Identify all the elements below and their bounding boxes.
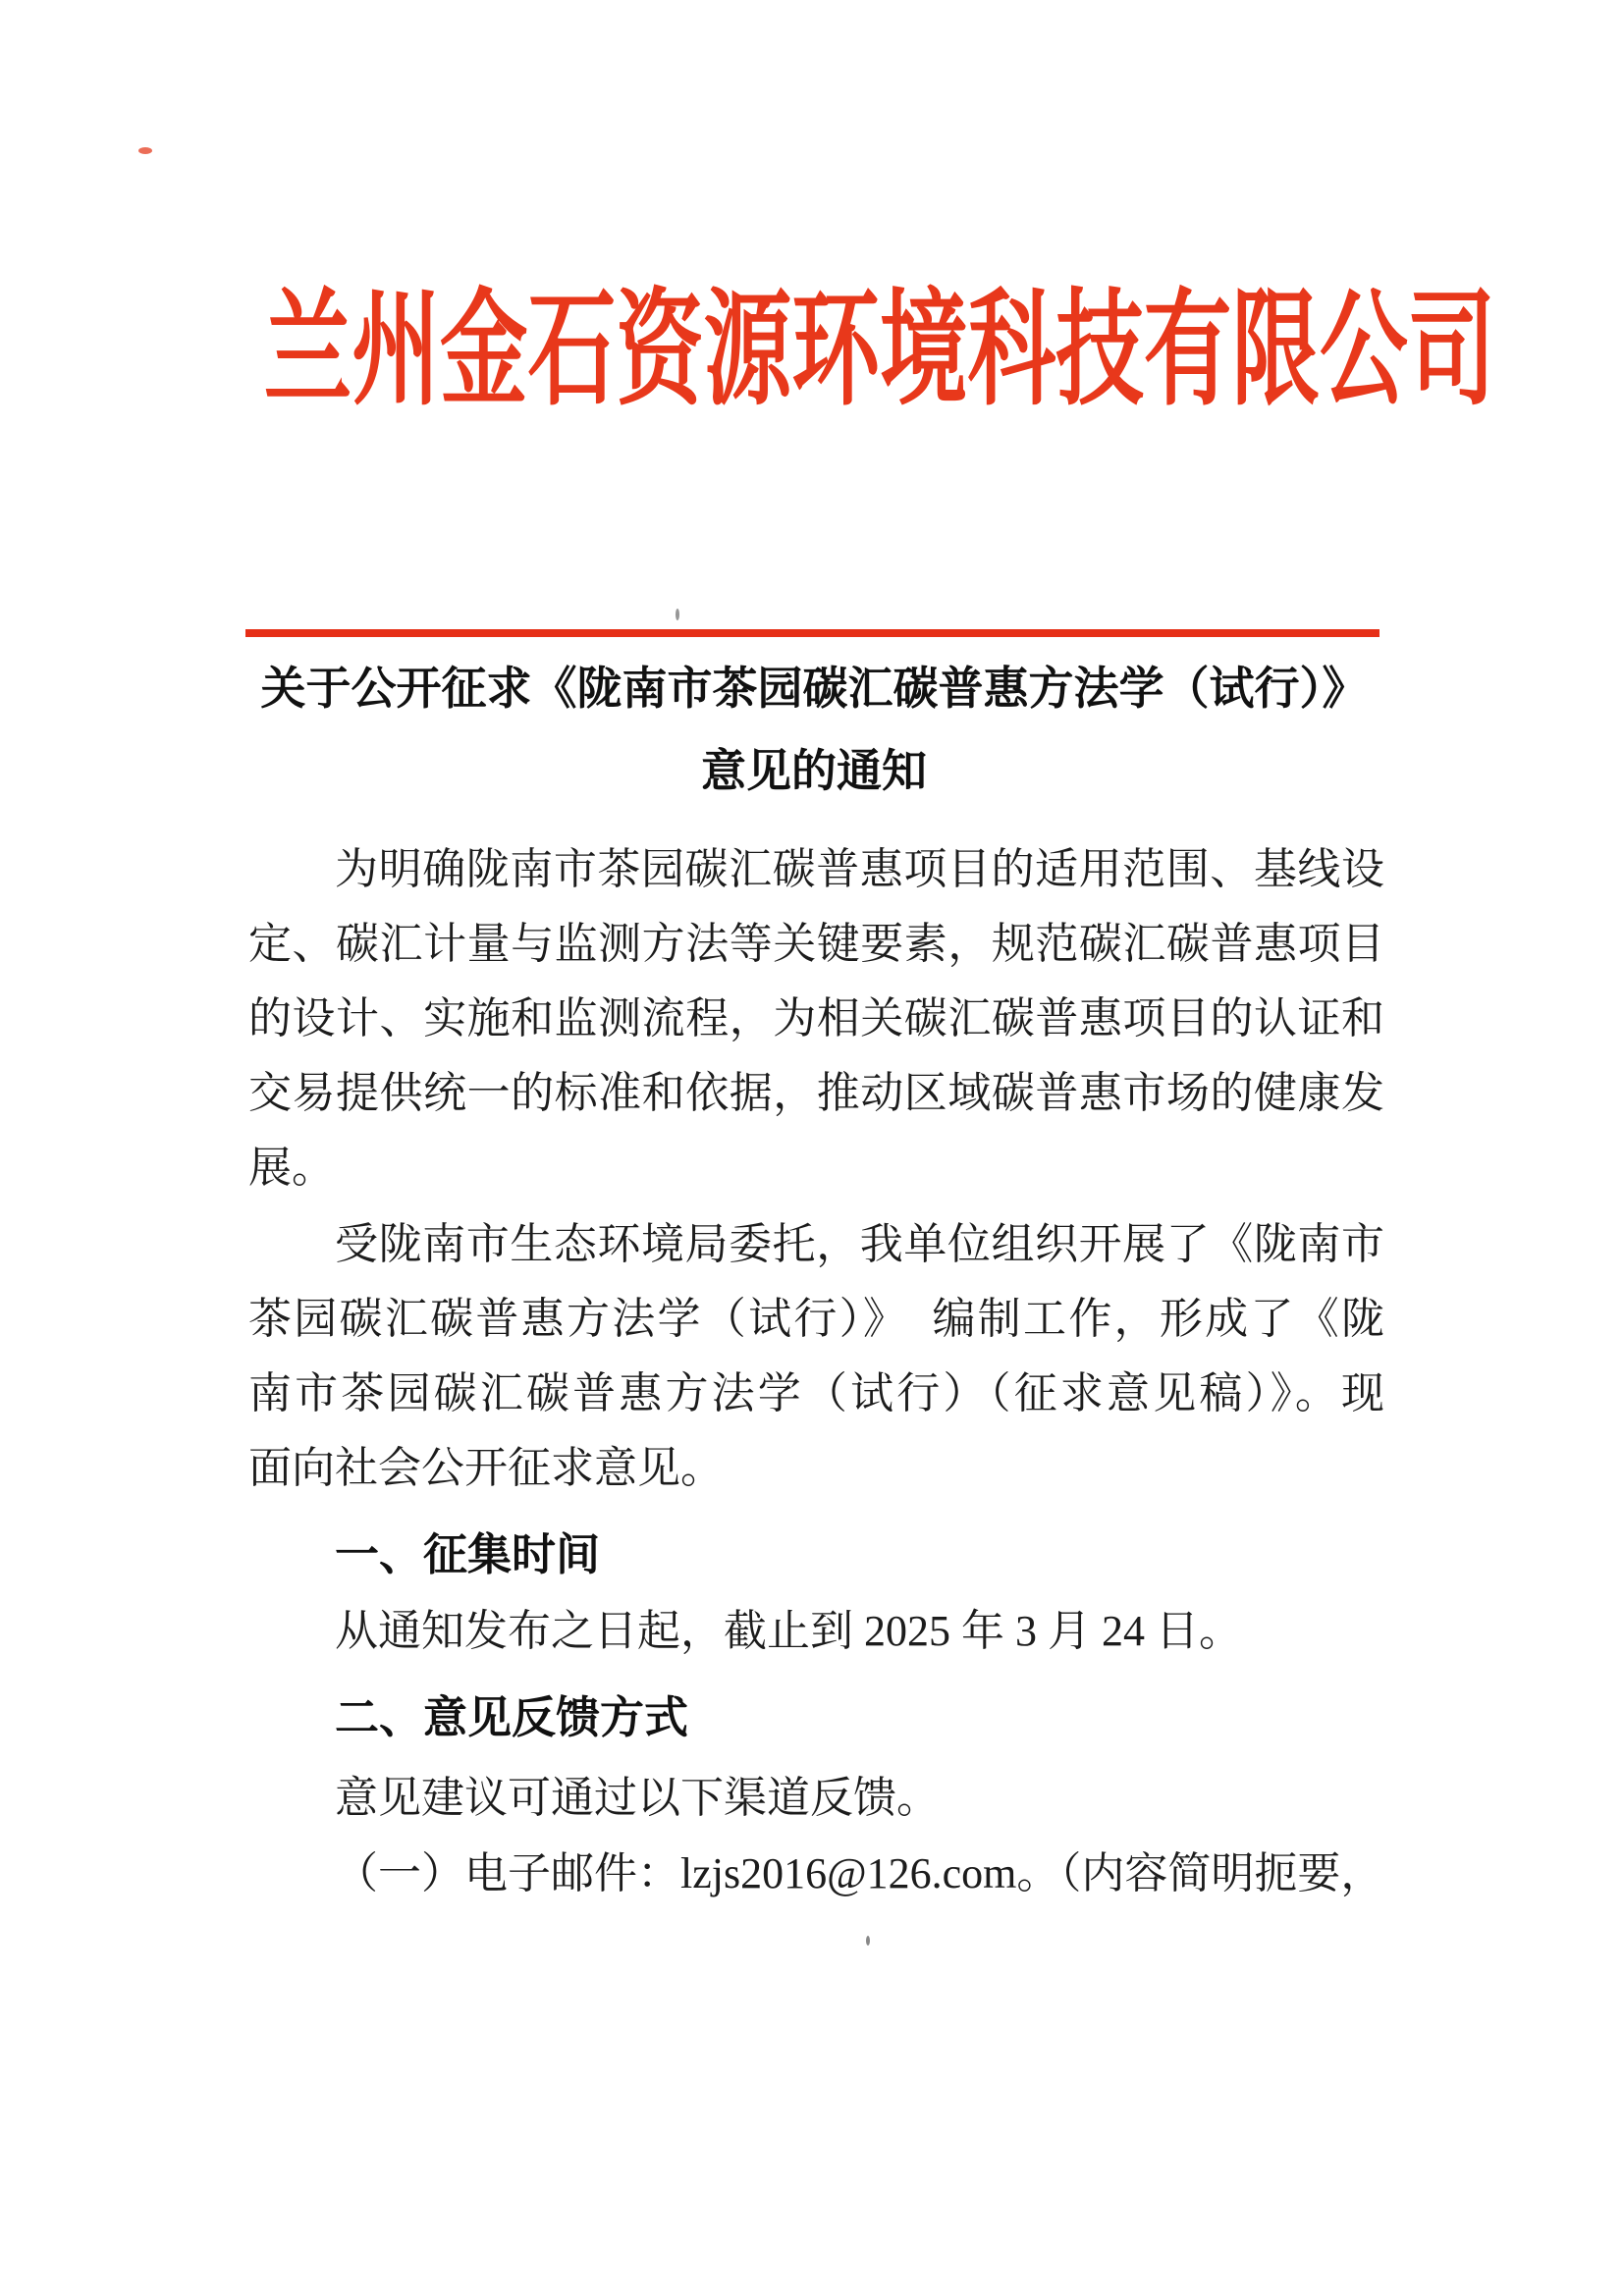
document-title-line2: 意见的通知 (701, 746, 927, 796)
body-line: 的设计、实施和监测流程，为相关碳汇碳普惠项目的认证和 (248, 994, 1384, 1042)
body-line: 定、碳汇计量与监测方法等关键要素，规范碳汇碳普惠项目 (248, 920, 1384, 968)
scan-artifact (866, 1936, 870, 1946)
body-line: 为明确陇南市茶园碳汇碳普惠项目的适用范围、基线设 (335, 845, 1384, 893)
body-line: 展。 (248, 1144, 335, 1192)
body-line-email: （一）电子邮件：lzjs2016@126.com。（内容简明扼要， (335, 1849, 1384, 1897)
body-line: 从通知发布之日起，截止到 2025 年 3 月 24 日。 (335, 1607, 1242, 1655)
scan-artifact (676, 609, 679, 620)
document-title-line1: 关于公开征求《陇南市茶园碳汇碳普惠方法学（试行）》 (260, 664, 1368, 714)
body-line: 受陇南市生态环境局委托，我单位组织开展了《陇南市 (335, 1220, 1384, 1268)
body-line: 南市茶园碳汇碳普惠方法学（试行）（征求意见稿）》。现 (248, 1369, 1384, 1417)
body-line: 茶园碳汇碳普惠方法学（试行）》 编制工作，形成了《陇 (248, 1295, 1384, 1343)
body-line: 意见建议可通过以下渠道反馈。 (335, 1774, 940, 1822)
letterhead (0, 282, 1623, 420)
section-heading-collection-time: 一、征集时间 (335, 1529, 601, 1579)
company-name: 兰州金石资源环境科技有限公司 (263, 281, 1496, 420)
section-heading-feedback-method: 二、意见反馈方式 (335, 1692, 689, 1742)
letterhead-divider (245, 629, 1380, 637)
body-line: 交易提供统一的标准和依据，推动区域碳普惠市场的健康发 (248, 1069, 1384, 1117)
scan-artifact (138, 147, 152, 154)
body-line: 面向社会公开征求意见。 (248, 1444, 724, 1492)
